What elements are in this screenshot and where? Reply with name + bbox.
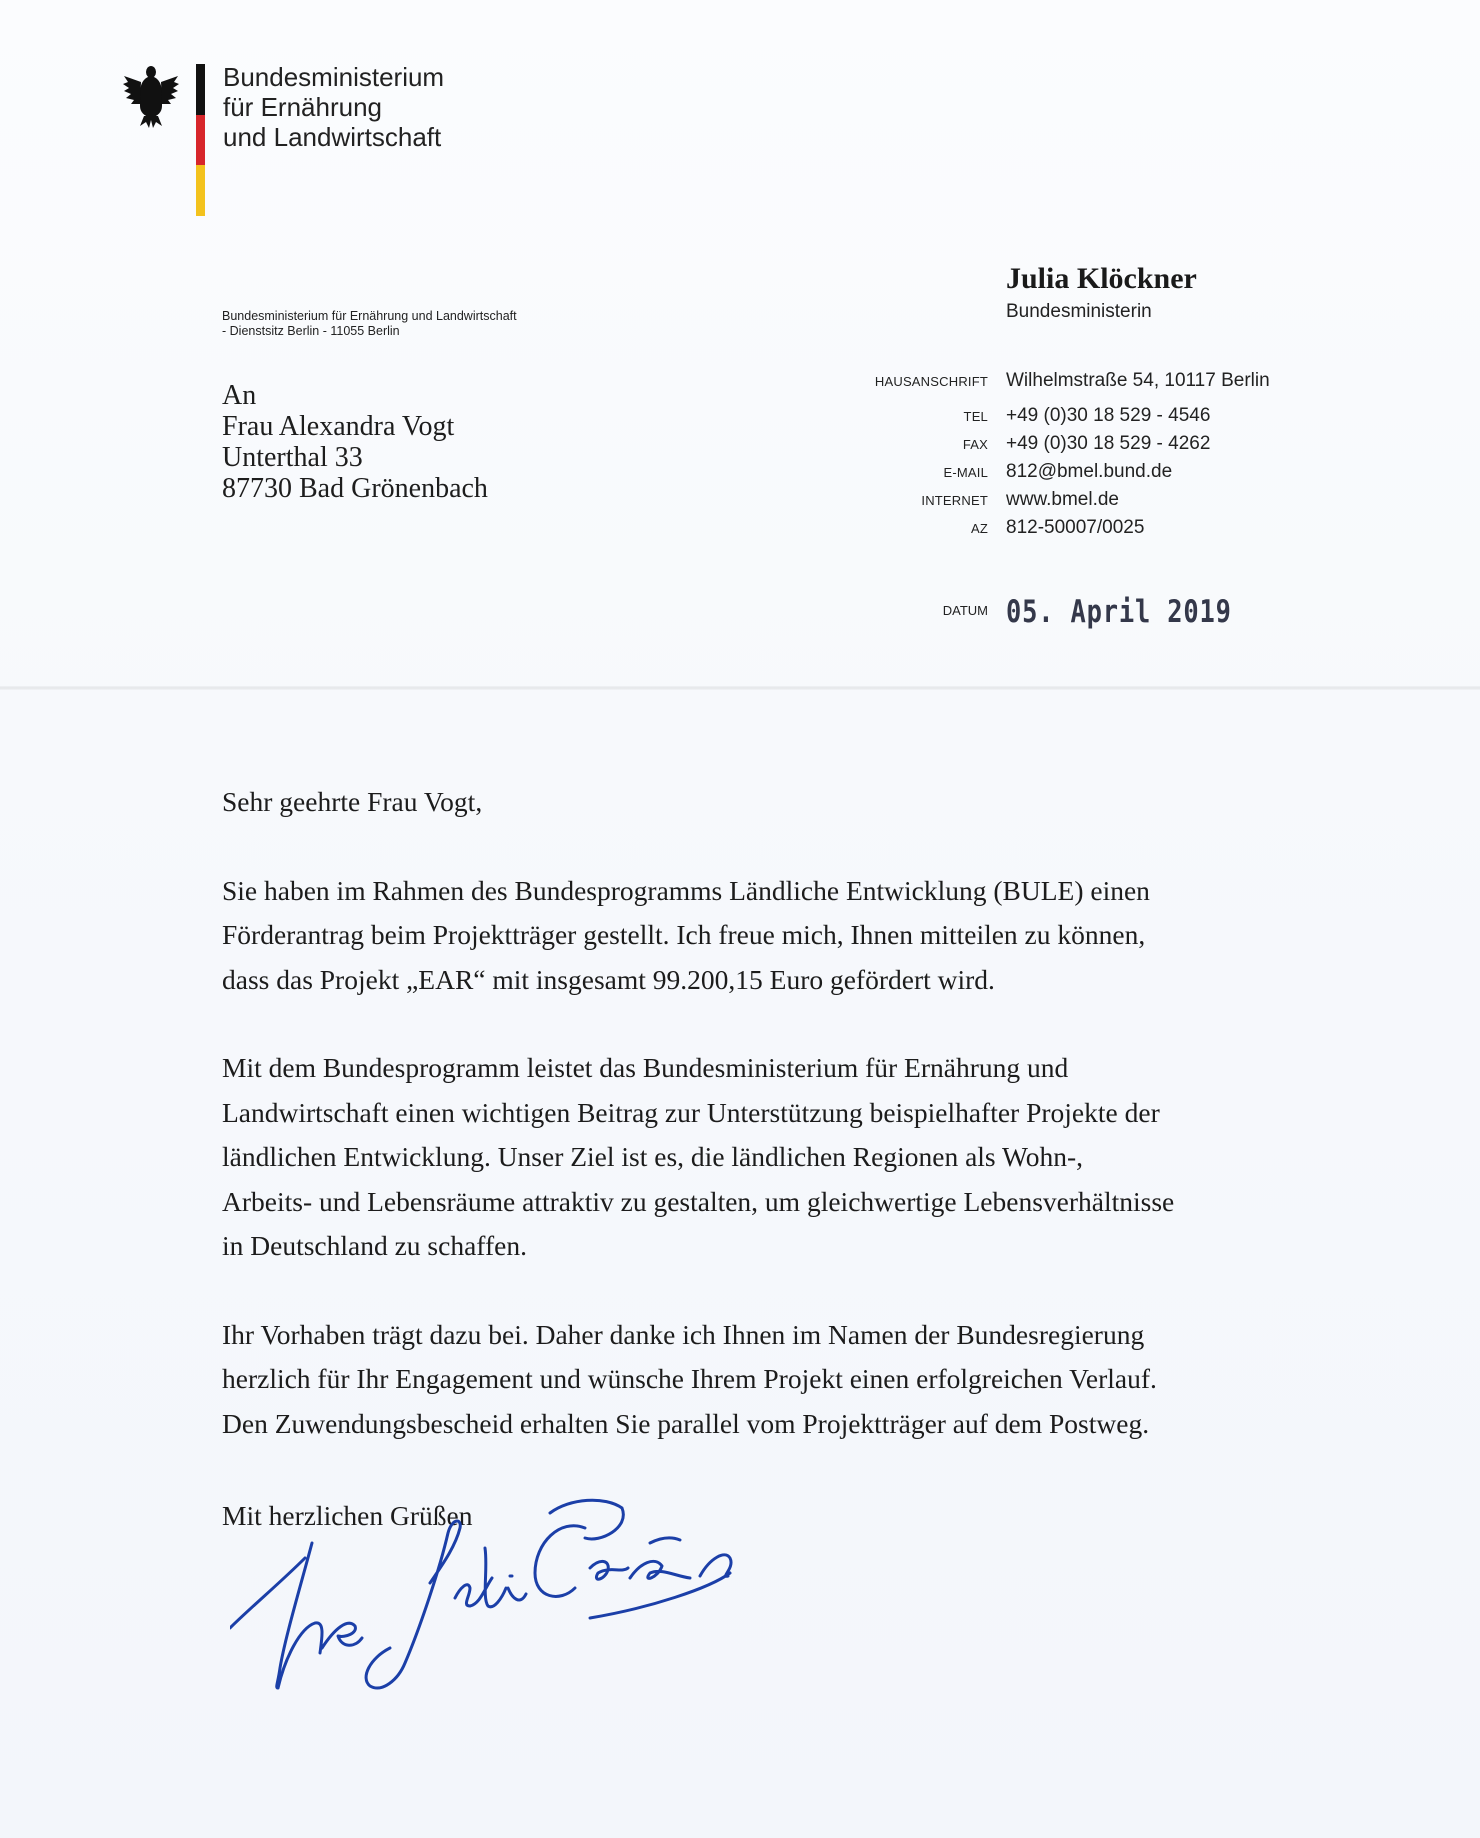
- letter-body: [222, 780, 1282, 1490]
- text-line: in Deutschland zu schaffen.: [222, 1230, 527, 1261]
- recipient-street: Unterthal 33: [222, 442, 363, 473]
- email-value: 812@bmel.bund.de: [1006, 461, 1173, 482]
- text-line: Landwirtschaft einen wichtigen Beitrag zur Unterstützung beispielhafter Projekte der: [222, 1096, 1160, 1128]
- paragraph-2: [222, 1046, 1282, 1269]
- text-line: Arbeits- und Lebensräume attraktiv zu gestalten, um gleichwertige Lebensverhältnisse: [222, 1185, 1175, 1217]
- minister-name: Julia Klöckner: [1006, 262, 1197, 295]
- contact-row-email: [840, 461, 1270, 483]
- az-label: AZ: [970, 521, 988, 536]
- salutation: Sehr geehrte Frau Vogt,: [222, 786, 483, 817]
- recipient-city: 87730 Bad Grönenbach: [222, 473, 488, 504]
- paragraph-3: [222, 1313, 1282, 1447]
- flag-red-stripe: [196, 115, 205, 166]
- fax-value: +49 (0)30 18 529 - 4262: [1006, 433, 1211, 454]
- contact-row-tel: [840, 405, 1270, 427]
- recipient-address: [222, 380, 488, 504]
- paper-fold: [0, 686, 1480, 690]
- date-label: DATUM: [942, 603, 988, 618]
- address-label: HAUSANSCHRIFT: [874, 374, 988, 389]
- closing-line: Mit herzlichen Grüßen: [222, 1500, 473, 1531]
- address-value: Wilhelmstraße 54, 10117 Berlin: [1006, 370, 1270, 391]
- text-line: Sie haben im Rahmen des Bundesprogramms Ländliche Entwicklung (BULE) einen: [222, 874, 1150, 906]
- german-flag-bar: [196, 64, 205, 216]
- internet-value: www.bmel.de: [1006, 489, 1119, 510]
- contact-row-address: [840, 370, 1270, 392]
- sender-return-address: [222, 309, 517, 339]
- tel-label: TEL: [963, 409, 988, 424]
- contact-block: [840, 370, 1270, 539]
- contact-row-internet: [840, 489, 1270, 511]
- sender-line-2: - Dienstsitz Berlin - 11055 Berlin: [222, 324, 400, 338]
- ministry-line: für Ernährung: [223, 92, 382, 122]
- paragraph-1: [222, 869, 1282, 1003]
- recipient-name: Frau Alexandra Vogt: [222, 411, 455, 442]
- contact-row-az: [840, 517, 1270, 539]
- text-line: Ihr Vorhaben trägt dazu bei. Daher danke ich Ihnen im Namen der Bundesregierung: [222, 1318, 1145, 1350]
- text-line: Förderantrag beim Projektträger gestellt. Ich freue mich, Ihnen mitteilen zu können,: [222, 919, 1146, 950]
- ministry-name: [223, 62, 444, 152]
- text-line: Den Zuwendungsbescheid erhalten Sie parallel vom Projektträger auf dem Postweg.: [222, 1407, 1150, 1439]
- text-line: ländlichen Entwicklung. Unser Ziel ist es, die ländlichen Regionen als Wohn-,: [222, 1141, 1084, 1172]
- handwritten-signature: [230, 1488, 870, 1698]
- contact-row-fax: [840, 433, 1270, 455]
- tel-value: +49 (0)30 18 529 - 4546: [1006, 405, 1211, 426]
- text-line: Mit dem Bundesprogramm leistet das Bundesministerium für Ernährung und: [222, 1052, 1069, 1083]
- sender-line-1: Bundesministerium für Ernährung und Landwirtschaft: [222, 309, 517, 323]
- text-line: dass das Projekt „EAR“ mit insgesamt 99.200,15 Euro gefördert wird.: [222, 963, 995, 995]
- minister-title: Bundesministerin: [1006, 301, 1152, 322]
- ministry-line: Bundesministerium: [223, 62, 445, 92]
- fax-label: FAX: [962, 437, 988, 452]
- flag-gold-stripe: [196, 165, 205, 216]
- ministry-line: und Landwirtschaft: [223, 122, 442, 152]
- date-stamp: 05. April 2019: [1006, 594, 1232, 630]
- text-line: herzlich für Ihr Engagement und wünsche Ihrem Projekt einen erfolgreichen Verlauf.: [222, 1363, 1157, 1394]
- flag-black-stripe: [196, 64, 205, 115]
- internet-label: INTERNET: [921, 493, 988, 508]
- federal-eagle-icon: [122, 62, 180, 128]
- recipient-line: An: [222, 380, 257, 411]
- email-label: E-MAIL: [943, 465, 988, 480]
- az-value: 812-50007/0025: [1006, 517, 1145, 538]
